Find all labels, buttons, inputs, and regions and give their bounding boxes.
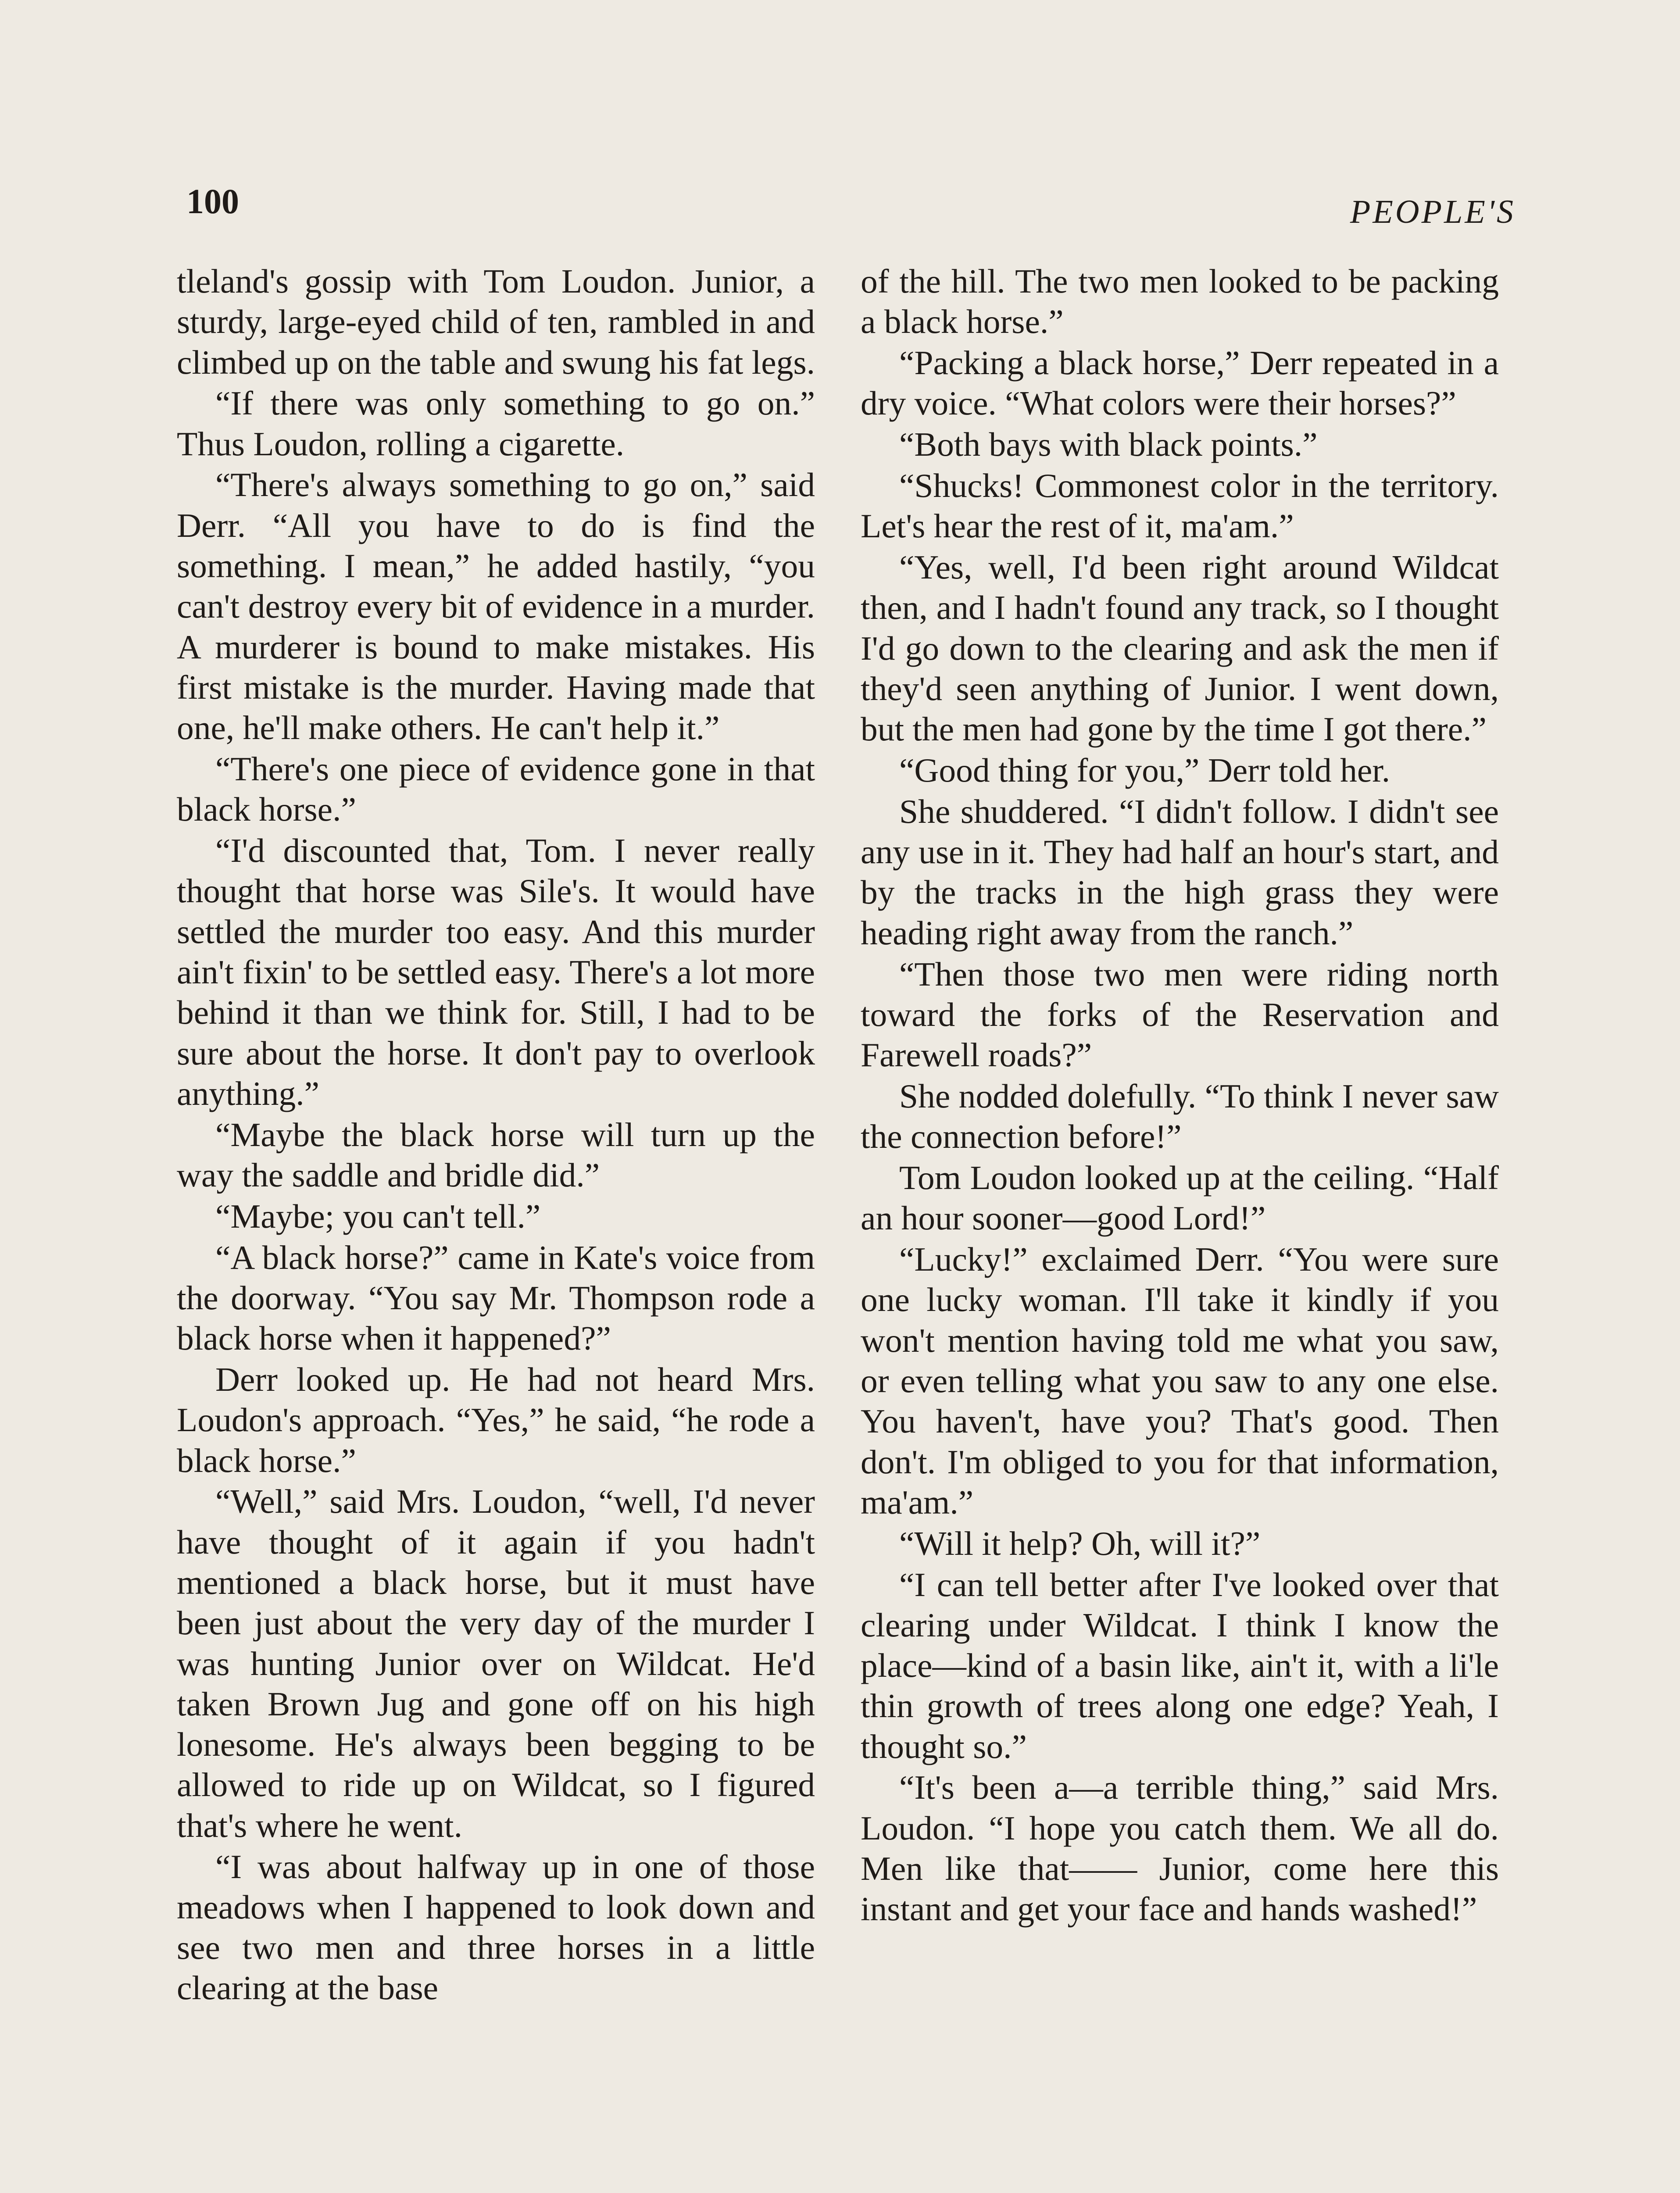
- paragraph: She shuddered. “I didn't follow. I didn't see any use in it. They had half an hour's start, and by the tracks in the high grass they were heading right away from the ranch.”: [861, 792, 1499, 952]
- paragraph: “There's always something to go on,” said Derr. “All you have to do is find the something. I mean,” he added hastily, “you can't destroy every bit of evidence in a murder. A murderer is bound to make mistakes. His first mistake is the murder. Having made that one, he'll make others. He can't help it.”: [177, 466, 815, 747]
- paragraph: tleland's gossip with Tom Loudon. Junior, a sturdy, large-eyed child of ten, rambled in and climbed up on the table and swung his fat legs.: [177, 262, 815, 381]
- paragraph: “I can tell better after I've looked over that clearing under Wildcat. I think I know the place—kind of a basin like, ain't it, with a li'le thin growth of trees along one edge? Yeah, I thought so.”: [861, 1565, 1499, 1765]
- paragraph: “Packing a black horse,” Derr repeated in a dry voice. “What colors were their horses?”: [861, 344, 1499, 422]
- paragraph: Tom Loudon looked up at the ceiling. “Half an hour sooner—good Lord!”: [861, 1159, 1499, 1237]
- paragraph: “It's been a—a terrible thing,” said Mrs. Loudon. “I hope you catch them. We all do. Men like that—— Junior, come here this instant and get your face and hands washed!”: [861, 1768, 1499, 1928]
- paragraph: “Both bays with black points.”: [899, 425, 1318, 464]
- paragraph: “Will it help? Oh, will it?”: [899, 1524, 1261, 1562]
- paragraph: “I'd discounted that, Tom. I never really thought that horse was Sile's. It would have settled the murder too easy. And this murder ain't fixin' to be settled easy. There's a lot more behind it than we think for. Still, I had to be sure about the horse. It don't pay to overlook anything.”: [177, 832, 815, 1112]
- page-number: 100: [186, 182, 239, 221]
- right-column: [861, 261, 1499, 1930]
- paragraph: “There's one piece of evidence gone in that black horse.”: [177, 750, 815, 829]
- paragraph: “Then those two men were riding north toward the forks of the Reservation and Farewell roads?”: [861, 955, 1499, 1074]
- paragraph: “Good thing for you,” Derr told her.: [899, 751, 1390, 789]
- paragraph: “Maybe the black horse will turn up the way the saddle and bridle did.”: [177, 1115, 815, 1194]
- paragraph: “Shucks! Commonest color in the territory. Let's hear the rest of it, ma'am.”: [861, 466, 1499, 545]
- left-column: [177, 261, 815, 2009]
- paragraph: “Yes, well, I'd been right around Wildcat then, and I hadn't found any track, so I thought I'd go down to the clearing and ask the men if they'd seen anything of Junior. I went down, but the men had gone by the time I got there.”: [861, 548, 1499, 748]
- paragraph: “I was about halfway up in one of those meadows when I happened to look down and see two men and three horses in a little clearing at the base: [177, 1847, 815, 2007]
- paragraph: “Well,” said Mrs. Loudon, “well, I'd never have thought of it again if you hadn't mentioned a black horse, but it must have been just about the very day of the murder I was hunting Junior over on Wildcat. He'd taken Brown Jug and gone off on his high lonesome. He's always been begging to be allowed to ride up on Wildcat, so I figured that's where he went.: [177, 1482, 815, 1844]
- paragraph: Derr looked up. He had not heard Mrs. Loudon's approach. “Yes,” he said, “he rode a black horse.”: [177, 1361, 815, 1479]
- paragraph: “Lucky!” exclaimed Derr. “You were sure one lucky woman. I'll take it kindly if you won't mention having told me what you saw, or even telling what you saw to any one else. You haven't, have you? That's good. Then don't. I'm obliged to you for that information, ma'am.”: [861, 1240, 1499, 1521]
- running-head: PEOPLE'S: [1350, 193, 1516, 230]
- paragraph: “A black horse?” came in Kate's voice from the doorway. “You say Mr. Thompson rode a black horse when it happened?”: [177, 1238, 815, 1357]
- paragraph: She nodded dolefully. “To think I never saw the connection before!”: [861, 1077, 1499, 1156]
- paragraph: “If there was only something to go on.” Thus Loudon, rolling a cigarette.: [177, 384, 815, 463]
- paragraph: of the hill. The two men looked to be packing a black horse.”: [861, 262, 1499, 341]
- paragraph: “Maybe; you can't tell.”: [215, 1197, 541, 1235]
